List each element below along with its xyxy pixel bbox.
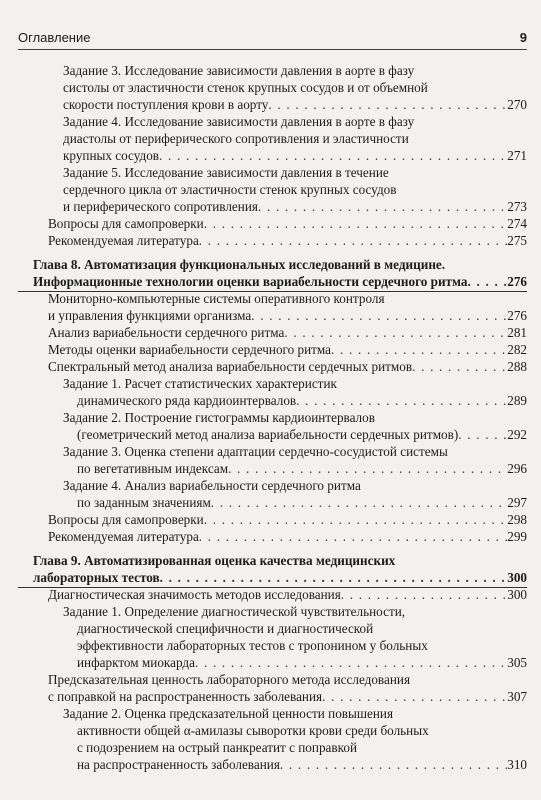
- toc-line: с подозрением на острый панкреатит с поправкой: [77, 740, 358, 755]
- toc-entry-page: 300: [507, 587, 527, 602]
- page-number: 9: [519, 30, 527, 45]
- toc-entry[interactable]: [77, 460, 527, 477]
- toc-entry-title: Спектральный метод анализа вариабельности сердечных ритмов: [48, 359, 413, 374]
- toc-leader: [228, 460, 507, 477]
- toc-leader: [160, 569, 508, 586]
- toc-entry-title: Информационные технологии оценки вариабельности сердечного ритма: [33, 274, 468, 289]
- toc-leader: [284, 324, 507, 341]
- toc-entry[interactable]: [63, 198, 527, 215]
- toc-line: активности общей α-амилазы сыворотки крови среди больных: [77, 723, 429, 738]
- toc-line: Задание 3. Оценка степени адаптации сердечно-сосудистой системы: [63, 444, 448, 459]
- chapter-entry[interactable]: [33, 273, 527, 290]
- toc-leader: [268, 96, 507, 113]
- toc-entry-page: 276: [507, 308, 527, 323]
- toc-line: диастолы от периферического сопротивления и эластичности: [63, 131, 409, 146]
- toc-leader: [204, 511, 507, 528]
- toc-entry-page: 281: [507, 325, 527, 340]
- toc-line: Задание 2. Построение гистограммы кардиоинтервалов: [63, 410, 375, 425]
- toc-leader: [296, 392, 507, 409]
- toc-entry-title: Рекомендуемая литература: [48, 233, 199, 248]
- toc-entry-page: 271: [507, 148, 527, 163]
- toc-entry-title: и управления функциями организма: [48, 308, 252, 323]
- chapter-entry[interactable]: [33, 569, 527, 586]
- toc-entry-page: 274: [507, 216, 527, 231]
- toc-entry-title: лабораторных тестов: [33, 570, 160, 585]
- toc-entry-page: 300: [507, 570, 527, 585]
- toc-entry-page: 275: [507, 233, 527, 248]
- toc-entry-page: 270: [507, 97, 527, 112]
- toc-entry[interactable]: [63, 147, 527, 164]
- toc-leader: [204, 215, 507, 232]
- toc-line: Задание 2. Оценка предсказательной ценности повышения: [63, 706, 394, 721]
- running-header-title: Оглавление: [18, 30, 91, 45]
- toc-leader: [331, 341, 507, 358]
- toc-leader: [199, 528, 507, 545]
- toc-line: систолы от эластичности стенок крупных сосудов и от объемной: [63, 80, 428, 95]
- toc-entry[interactable]: [48, 307, 527, 324]
- toc-entry[interactable]: [48, 232, 527, 249]
- toc-entry-page: 298: [507, 512, 527, 527]
- toc-entry-title: динамического ряда кардиоинтервалов: [77, 393, 297, 408]
- toc-entry-title: Анализ вариабельности сердечного ритма: [48, 325, 285, 340]
- toc-entry[interactable]: [48, 324, 527, 341]
- toc-line: Задание 4. Анализ вариабельности сердечного ритма: [63, 478, 361, 493]
- toc-line: Мониторно-компьютерные системы оперативного контроля: [48, 291, 385, 306]
- toc-entry-title: Вопросы для самопроверки: [48, 216, 204, 231]
- toc-leader: [322, 688, 507, 705]
- toc-line: Предсказательная ценность лабораторного метода исследования: [48, 672, 411, 687]
- toc-line: эффективности лабораторных тестов с тропонином у больных: [77, 638, 428, 653]
- toc-entry[interactable]: [77, 426, 527, 443]
- toc-entry-title: Диагностическая значимость методов исследования: [48, 587, 341, 602]
- toc-leader: [159, 147, 507, 164]
- toc-leader: [211, 494, 507, 511]
- toc-entry[interactable]: [77, 654, 527, 671]
- toc-line: Задание 4. Исследование зависимости давления в аорте в фазу: [63, 114, 415, 129]
- toc-entry-page: 299: [507, 529, 527, 544]
- toc-entry-page: 289: [507, 393, 527, 408]
- toc-entry-title: (геометрический метод анализа вариабельности сердечных ритмов): [77, 427, 459, 442]
- toc-leader: [199, 232, 507, 249]
- toc-entry-page: 307: [507, 689, 527, 704]
- toc-entry-page: 310: [507, 757, 527, 772]
- toc-entry-page: 292: [507, 427, 527, 442]
- toc-leader: [258, 198, 507, 215]
- toc-entry-page: 282: [507, 342, 527, 357]
- toc-line: Задание 5. Исследование зависимости давления в течение: [63, 165, 389, 180]
- toc-leader: [251, 307, 507, 324]
- toc-entry-page: 297: [507, 495, 527, 510]
- toc-entry[interactable]: [48, 586, 527, 603]
- toc-line: Задание 1. Определение диагностической чувствительности,: [63, 604, 406, 619]
- toc-entry[interactable]: [48, 341, 527, 358]
- toc-entry-title: крупных сосудов: [63, 148, 160, 163]
- toc-line: Задание 3. Исследование зависимости давления в аорте в фазу: [63, 63, 415, 78]
- toc-leader: [280, 756, 507, 773]
- toc-entry-title: Методы оценки вариабельности сердечного ритма: [48, 342, 332, 357]
- toc-entry-title: Рекомендуемая литература: [48, 529, 199, 544]
- toc-entry[interactable]: [48, 215, 527, 232]
- toc-line: диагностической специфичности и диагностической: [77, 621, 374, 636]
- toc-entry-page: 288: [507, 359, 527, 374]
- toc-entry[interactable]: [48, 511, 527, 528]
- toc-entry-title: скорости поступления крови в аорту: [63, 97, 269, 112]
- toc-entry-page: 276: [507, 274, 527, 289]
- toc-entry-title: с поправкой на распространенность заболевания: [48, 689, 323, 704]
- toc-entry[interactable]: [77, 494, 527, 511]
- toc-entry[interactable]: [77, 756, 527, 773]
- toc-entry-title: на распространенность заболевания: [77, 757, 280, 772]
- toc-entry-page: 273: [507, 199, 527, 214]
- toc-entry[interactable]: [77, 392, 527, 409]
- chapter-heading: Глава 8. Автоматизация функциональных исследований в медицине.: [33, 257, 446, 272]
- toc-line: Задание 1. Расчет статистических характеристик: [63, 376, 337, 391]
- toc-entry-title: Вопросы для самопроверки: [48, 512, 204, 527]
- toc-leader: [458, 426, 507, 443]
- toc-leader: [468, 273, 508, 290]
- toc-entry-title: по вегетативным индексам: [77, 461, 229, 476]
- toc-entry[interactable]: [48, 358, 527, 375]
- toc-entry-title: инфарктом миокарда: [77, 655, 195, 670]
- toc-entry-title: и периферического сопротивления: [63, 199, 258, 214]
- toc-leader: [195, 654, 507, 671]
- toc-entry-title: по заданным значениям: [77, 495, 211, 510]
- toc-leader: [341, 586, 507, 603]
- toc-line: сердечного цикла от эластичности стенок крупных сосудов: [63, 182, 397, 197]
- toc-entry[interactable]: [63, 96, 527, 113]
- chapter-heading: Глава 9. Автоматизированная оценка качества медицинских: [33, 553, 396, 568]
- toc-entry-page: 305: [507, 655, 527, 670]
- toc-entry[interactable]: [48, 528, 527, 545]
- toc-entry-page: 296: [507, 461, 527, 476]
- toc-entry[interactable]: [48, 688, 527, 705]
- toc-leader: [412, 358, 507, 375]
